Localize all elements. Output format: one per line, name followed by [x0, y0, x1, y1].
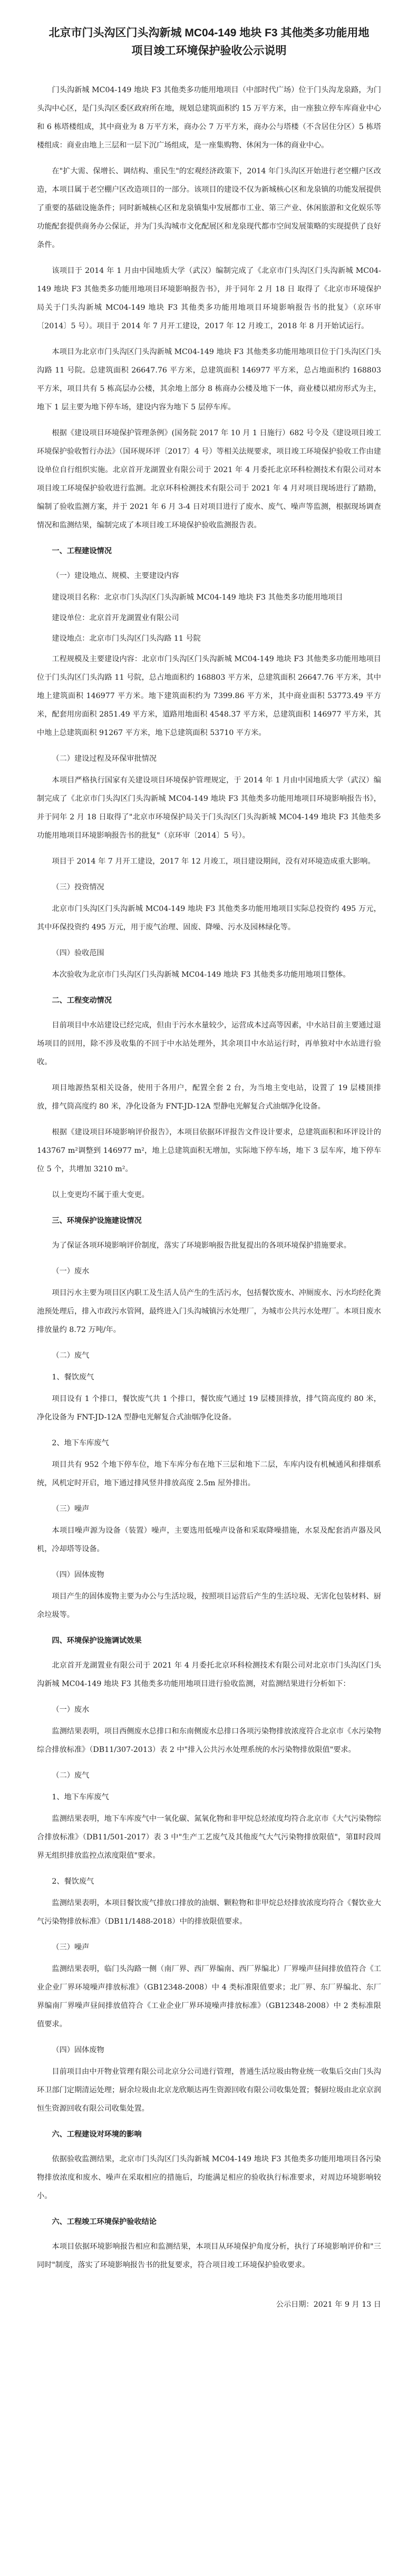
section-heading-facilities: 三、环境保护设施建设情况	[52, 1217, 142, 1225]
body-paragraph: 本项目噪声源为设备（装置）噪声，主要选用低噪声设备和采取降噪措施，水泵及配套消声器及风机，冷却塔等设备。	[37, 1526, 381, 1553]
intro-paragraph: 门头沟新城 MC04-149 地块 F3 其他类多功能用地项目（中部时代广场）位于门头沟龙泉路，为门头沟中心区，是门头沟区委区政府所在地，规划总建筑面积约 15 万平方米，由一座独立停车库商业中心和 6 栋塔楼组成，其中商业为 8 万平方米，商办公 7 万平方米，商办公与塔楼（不含居住分区）5 栋塔楼组成：商业由地上三层和一层下沉广场组成，是一座集购物、休闲为一体的商业中心。	[37, 86, 381, 150]
body-paragraph: 根据《建设项目环境影响评价报告》，本项目依据环评报告文件设计要求，总建筑面积和环评设计的 143767 m²调整到 146977 m²，地上总建筑面积无增加，实际地下停车场，地下 3 层车库，地下停车位 5 个，共增加 3210 m²。	[37, 1128, 381, 1173]
subsection-heading: （三）噪声	[52, 1505, 90, 1513]
body-paragraph: 项目于 2014 年 7 月开工建设，2017 年 12 月竣工，项目建设期间，没有对环境造成重大影响。	[52, 857, 375, 866]
body-paragraph: 监测结果表明，临门头沟路一侧（南厂界、西厂界编南、西厂界编北）厂界噪声昼间排放值符合《工业企业厂界环境噪声排放标准》（GB12348-2008）中 4 类标准限值要求；北厂界、东厂界编北、东厂界编南厂界噪声昼间排放值符合《工业企业厂界环境噪声排放标准》（GB12348-2008）中 2 类标准限值要求。	[37, 1965, 381, 2029]
intro-paragraph: 该项目于 2014 年 1 月由中国地质大学（武汉）编制完成了《北京市门头沟区门头沟新城 MC04-149 地块 F3 其他类多功能用地项目环境影响报告书》，并于同年 2 月 18 日 取得了《北京市环境保护局关于门头沟新城 MC04-149 地块 F3 其他类多功能用地项目环境影响报告书的批复》（京环审〔2014〕5 号）。项目于 2014 年 7 月开工建设，2017 年 12 月竣工，2018 年 8 月开始试运行。	[37, 267, 381, 330]
subsection-heading: （二）建设过程及环保审批情况	[52, 755, 157, 763]
item-heading: 2、餐饮废气	[52, 1877, 94, 1886]
body-paragraph: 北京首开龙湖置业有限公司于 2021 年 4 月委托北京环科检测技术有限公司对北京市门头沟区门头沟新城 MC04-149 地块 F3 其他类多功能用地项目进行验收监测，对监测结果进行分析如下：	[37, 1661, 381, 1688]
section-heading-changes: 二、工程变动情况	[52, 996, 112, 1005]
body-paragraph: 北京市门头沟区门头沟新城 MC04-149 地块 F3 其他类多功能用地项目实际总投资约 495 万元，其中环保投资约 495 万元，用于废气治理、固废、降噪、污水及园林绿化等。	[37, 905, 381, 932]
intro-paragraph: 根据《建设项目环境保护管理条例》(国务院 2017 年 10 月 1 日施行）682 号令及《建设项目竣工环境保护验收暂行办法》（国环规环评〔2017〕4 号）等相关法规要求，项目竣工环境保护验收工作由建设单位自行组织实施。北京首开龙湖置业有限公司于 2021 年 4 月委托北京环科检测技术有限公司对本项目竣工环境保护验收进行监测。北京环科检测技术有限公司于 2021 年 4 月对项目现场进行了踏勘，编制了验收监测方案，并于 2021 年 6 月 3-4 日对项目进行了废水、废气、噪声等监测，根据现场调查情况和监测结果，编制完成了本项目竣工环境保护验收监测报告表。	[37, 429, 381, 530]
body-paragraph: 依据验收监测结果，北京市门头沟区门头沟新城 MC04-149 地块 F3 其他类多功能用地项目各污染物排放浓度和废水、噪声在采取相应的措施后，均能满足相应的验收执行标准要求，对周边环境影响较小。	[37, 2155, 381, 2200]
construction-site-field: 建设地点：北京市门头沟区门头沟路 11 号院	[52, 634, 201, 643]
section-heading-construction: 一、工程建设情况	[52, 547, 112, 555]
item-heading: 1、地下车库废气	[52, 1793, 109, 1801]
construction-unit-field: 建设单位：北京首开龙湖置业有限公司	[52, 614, 179, 622]
body-paragraph: 项目产生的固体废物主要为办公与生活垃圾，按照项目运营后产生的生活垃圾、无害化包装材料、厨余垃圾等。	[37, 1592, 381, 1619]
body-paragraph: 工程规模及主要建设内容：北京市门头沟区门头沟新城 MC04-149 地块 F3 其他类多功能用地项目位于门头沟区门头沟路 11 号院，总占地面积约 168803 平方米，总建筑面积 26647.76 平方米，其中地上建筑面积 146977 平方米。地下建筑面积约为 7399.86 平方米，其中商业面积 53773.49 平方米，配套用房面积 2851.49 平方米，道路用地面积 4548.37 平方米，总建筑面积 146977 平方米，其中地上总建筑面积 91267 平方米，地下总建筑面积 53710 平方米。	[37, 655, 381, 737]
body-paragraph: 本项目严格执行国家有关建设项目环境保护管理规定，于 2014 年 1 月由中国地质大学（武汉）编制完成了《北京市门头沟区门头沟新城 MC04-149 地块 F3 其他类多功能用地项目环境影响报告书》，并于同年 2 月 18 日取得了"北京市环境保护局关于门头沟区门头沟新城 MC04-149 地块 F3 其他类多功能用地项目环境影响报告书的批复"（京环审〔2014〕5 号）。	[37, 776, 381, 840]
body-paragraph: 项目污水主要为项目区内职工及生活人员产生的生活污水，包括餐饮废水、冲厕废水、污水均经化粪池预处理后，排入市政污水管网，最终进入门头沟城镇污水处理厂，为城市公共污水处理厂。本项目废水排放量约 8.72 万吨/年。	[37, 1289, 381, 1334]
body-paragraph: 本项目依据环境影响报告相应和监测结果，本项目从环境保护角度分析，执行了环境影响评价和"三同时"制度，落实了环境影响报告书的批复要求，符合项目竣工环境保护验收要求。	[37, 2242, 381, 2269]
subsection-heading: （三）噪声	[52, 1943, 90, 1952]
intro-paragraph: 本项目为北京市门头沟区门头沟新城 MC04-149 地块 F3 其他类多功能用地项目位于门头沟区门头沟路 11 号院。总建筑面积 26647.76 平方米，总建筑面积 146977 平方米，总占地面积约 168803 平方米，项目共有 5 栋高层办公楼，其余地上部分 8 栋商办公楼及地下一体，商业楼以裙房形式为主，地下 1 层主要为地下停车场，建设内容为地下 5 层停车库。	[37, 348, 381, 412]
publication-date: 公示日期：2021 年 9 月 13 日	[276, 2300, 381, 2309]
body-paragraph: 以上变更均不属于重大变更。	[52, 1191, 149, 1199]
item-heading: 2、地下车库废气	[52, 1439, 109, 1447]
body-paragraph: 目前项目由中开物业管理有限公司北京分公司进行管理，普通生活垃圾由物业统一收集后交由门头沟环卫部门定期清运处理；厨余垃圾由北京龙欣顺达再生资源回收有限公司收集处置；餐厨垃圾由北京京润恒生资源回收有限公司收集处置。	[37, 2068, 381, 2113]
body-paragraph: 项目地源热泵相关设备，使用于各用户，配置全套 2 台，为当地主变电站，设置了 19 层楼顶排放，排气筒高度约 80 米，净化设备为 FNT-JD-12A 型静电光解复合式油烟净化设备。	[37, 1084, 381, 1111]
subsection-heading: （二）废气	[52, 1351, 90, 1360]
body-paragraph: 项目设有 1 个排口，餐饮废气共 1 个排口，餐饮废气通过 19 层楼顶排放，排气筒高度约 80 米，净化设备为 FNT-JD-12A 型静电光解复合式油烟净化设备。	[37, 1395, 381, 1422]
body-paragraph: 本次验收为北京市门头沟区门头沟新城 MC04-149 地块 F3 其他类多功能用地项目整体。	[52, 971, 351, 979]
body-paragraph: 为了保证各项环境影响评价制度，落实了环境影响报告批复提出的各项环境保护措施要求。	[52, 1241, 351, 1250]
item-heading: 1、餐饮废气	[52, 1373, 94, 1382]
subsection-heading: （四）验收范围	[52, 949, 104, 957]
body-paragraph: 项目共有 952 个地下停车位，地下车库分布在地下三层和地下二层，车库内设有机械通风和排烟系统，风机定时开启，地下通过排风竖井排放高度 2.5m 屋外排出。	[37, 1461, 381, 1487]
project-name-field: 建设项目名称：北京市门头沟区门头沟新城 MC04-149 地块 F3 其他类多功能用地项目	[52, 593, 343, 602]
subsection-heading: （一）建设地点、规模、主要建设内容	[52, 572, 179, 580]
subsection-heading: （三）投资情况	[52, 883, 104, 892]
body-paragraph: 监测结果表明，项目西侧废水总排口和东南侧废水总排口各项污染物排放浓度符合北京市《水污染物综合排放标准》（DB11/307-2013）表 2 中"排入公共污水处理系统的水污染物排放限值"要求。	[37, 1727, 381, 1754]
subsection-heading: （四）固体废物	[52, 1571, 104, 1579]
subsection-heading: （二）废气	[52, 1771, 90, 1780]
section-heading-effects: 四、环境保护设施调试效果	[52, 1637, 142, 1645]
subsection-heading: （一）废水	[52, 1706, 90, 1714]
document-title: 北京市门头沟区门头沟新城 MC04-149 地块 F3 其他类多功能用地项目竣工环境保护验收公示说明	[48, 27, 370, 57]
body-paragraph: 监测结果表明，本项目餐饮废气排放口排放的油烟、颗粒物和非甲烷总烃排放浓度均符合《餐饮业大气污染物排放标准》（DB11/1488-2018）中的排放限值要求。	[37, 1899, 381, 1926]
intro-paragraph: 在"扩大需、保增长、调结构、重民生"的宏观经济政策下，2014 年门头沟区开始进行老空棚户区改造，本项目属于老空棚户区改造项目的一部分。该项目的建设不仅为新城核心区和龙泉镇的功能发展提供了重要的基础设施条件；同时新城核心区和龙泉镇集中发展都市工业、第三产业、休闲旅游和文化娱乐等功能配套提供商务办公保证，并为门头沟城市文化配展区和龙泉现代都市空间发展策略的实现提供了良好条件。	[37, 167, 381, 249]
body-paragraph: 目前项目中水站建设已经完成，但由于污水水量较少，运营成本过高等因素，中水站目前主要通过退场项目的回用，除不涉及收集的不回于中水站处理外，其余项目中水站运行时，再单独对中水站进行验收。	[37, 1021, 381, 1066]
section-heading-impact: 六、工程建设对环境的影响	[52, 2130, 142, 2139]
subsection-heading: （一）废水	[52, 1267, 90, 1276]
body-paragraph: 监测结果表明，地下车库废气中一氧化碳、氮氧化物和非甲烷总烃浓度均符合北京市《大气污染物综合排放标准》（DB11/501-2017）表 3 中"生产工艺废气及其他废气大气污染物排放限值"，第Ⅱ时段周界无组织排放监控点浓度限值"要求。	[37, 1815, 381, 1860]
section-heading-conclusion: 六、工程竣工环境保护验收结论	[52, 2218, 157, 2226]
subsection-heading: （四）固体废物	[52, 2046, 104, 2054]
